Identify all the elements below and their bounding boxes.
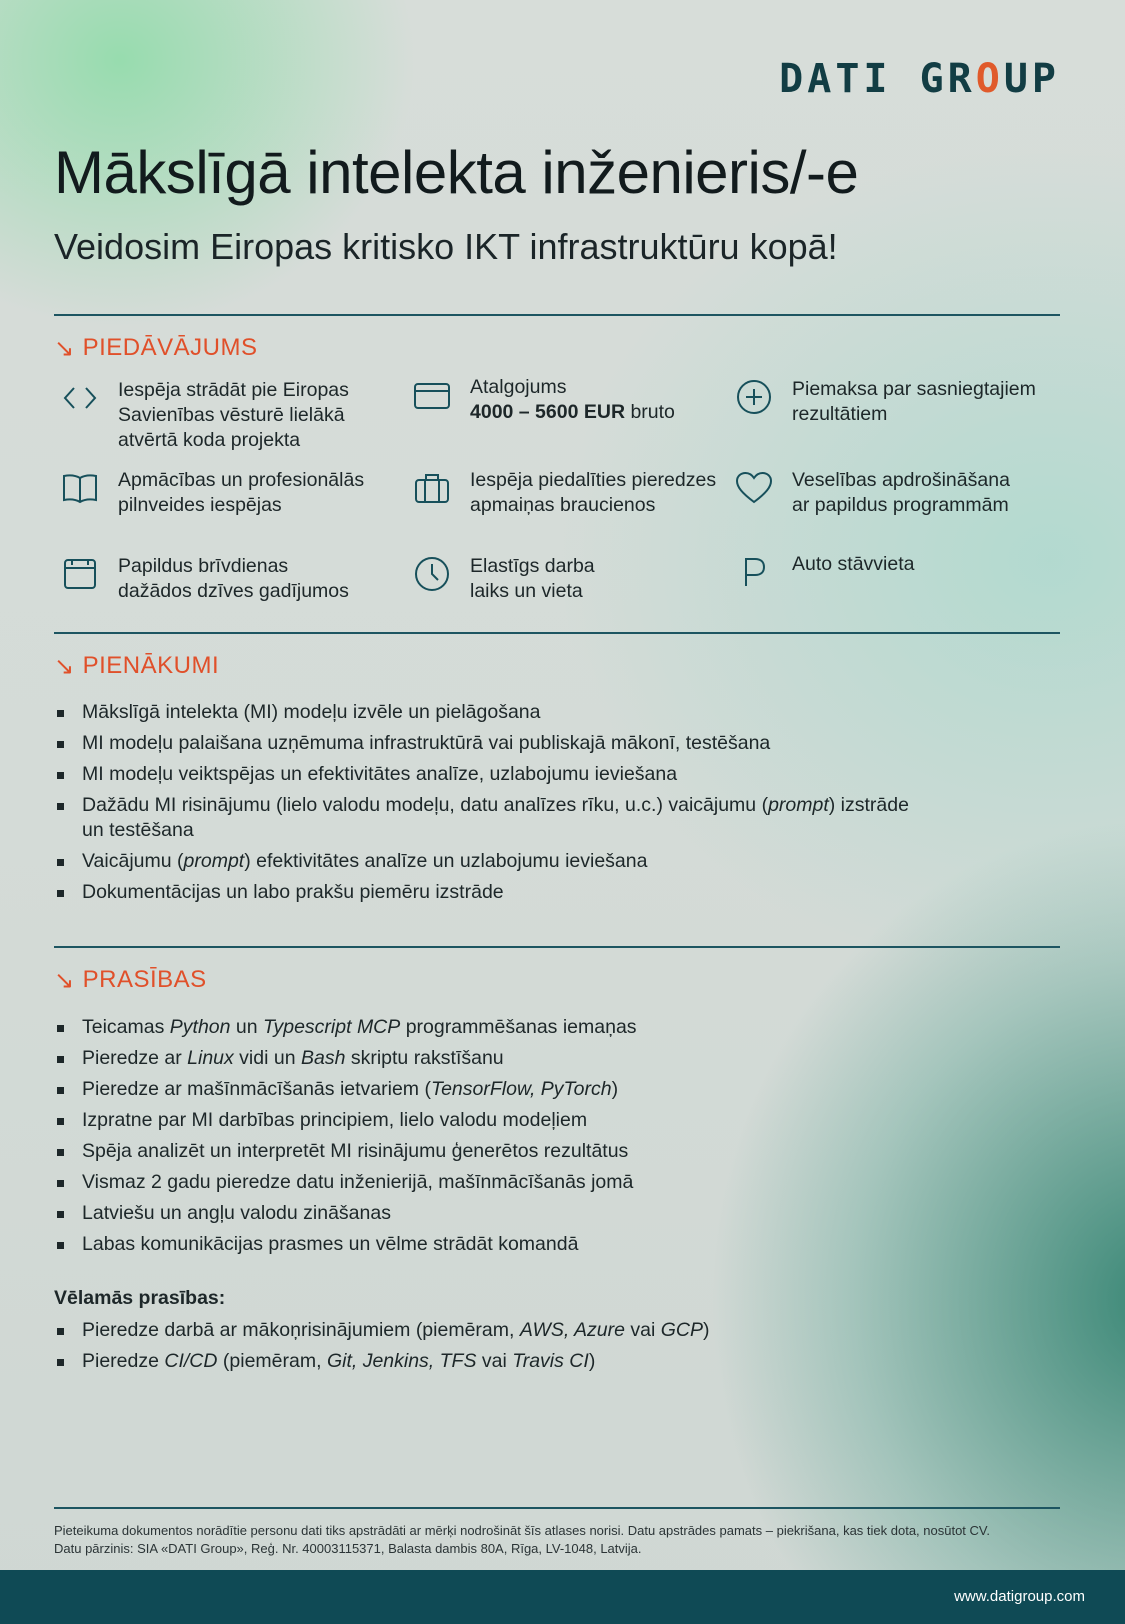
benefit-item: Papildus brīvdienas dažādos dzīves gadījumos [60,554,349,604]
list-item: Pieredze darbā ar mākoņrisinājumiem (piemēram, AWS, Azure vai GCP) [54,1318,1014,1343]
list-item: Mākslīgā intelekta (MI) modeļu izvēle un pielāgošana [54,700,1014,725]
benefit-item [734,552,914,592]
duties-heading: ↘ PIENĀKUMI [54,652,220,680]
list-item: Dokumentācijas un labo prakšu piemēru izstrāde [54,880,1014,905]
footer-bar [0,1570,1125,1624]
list-item: Vismaz 2 gadu pieredze datu inženierijā, mašīnmācīšanās jomā [54,1170,1014,1195]
benefit-item: Iespēja strādāt pie Eiropas Savienības vēsturē lielākā atvērtā koda projekta [60,378,378,453]
suitcase-icon [412,468,452,508]
benefit-item: Apmācības un profesionālās pilnveides iespējas [60,468,364,518]
list-item: Teicamas Python un Typescript MCP programmēšanas iemaņas [54,1015,1014,1040]
divider [54,1507,1060,1509]
benefit-item: Iespēja piedalīties pieredzes apmaiņas braucienos [412,468,716,518]
website-link[interactable]: www.datigroup.com [954,1588,1085,1605]
privacy-disclaimer: Pieteikuma dokumentos norādītie personu dati tiks apstrādāti ar mērķi nodrošināt šīs atlases norisi. Datu apstrādes pamats – piekrišana, kas tiek dota, nosūtot CV. Datu pārzinis: SIA «DATI Group», Reģ. Nr. 40003115371, Balasta dambis 80A, Rīga, LV-1048, Latvija. [54,1523,991,1556]
benefit-text: Elastīgs darba [470,555,595,577]
benefit-text: Iespēja piedalīties pieredzes [470,469,717,491]
divider [54,632,1060,634]
list-item: Vaicājumu (prompt) efektivitātes analīze un uzlabojumu ieviešana [54,849,1014,874]
offer-heading: ↘ PIEDĀVĀJUMS [54,334,258,362]
code-icon [60,378,100,418]
arrow-down-right-icon: ↘ [54,966,75,994]
desired-requirements-heading: Vēlamās prasības: [54,1287,226,1309]
benefit-text: Auto stāvvieta [792,553,915,575]
plus-circle-icon [734,377,774,417]
benefit-text: Atalgojums [470,376,567,398]
list-item: Labas komunikācijas prasmes un vēlme strādāt komandā [54,1232,1014,1257]
list-item: Dažādu MI risinājumu (lielo valodu modeļu, datu analīzes rīku, u.c.) vaicājumu (prompt) izstrāde un testēšana [54,793,1014,843]
heart-icon [734,468,774,508]
benefit-text: Iespēja strādāt pie Eiropas [118,379,349,401]
parking-icon [734,552,774,592]
divider [54,946,1060,948]
subtitle: Veidosim Eiropas kritisko IKT infrastruktūru kopā! [54,226,838,267]
benefit-text: Veselības apdrošināšana [792,469,1010,491]
list-item: Latviešu un angļu valodu zināšanas [54,1201,1014,1226]
divider [54,314,1060,316]
list-item: MI modeļu veiktspējas un efektivitātes analīze, uzlabojumu ieviešana [54,762,1014,787]
clock-icon [412,554,452,594]
benefit-text: Apmācības un profesionālās [118,469,365,491]
list-item: Pieredze ar Linux vidi un Bash skriptu rakstīšanu [54,1046,1014,1071]
list-item: Spēja analizēt un interpretēt MI risinājumu ģenerētos rezultātus [54,1139,1014,1164]
benefit-text: Piemaksa par sasniegtajiem [792,378,1036,400]
benefit-item: Veselības apdrošināšana ar papildus programmām [734,468,1010,518]
dati-group-logo: DATI GROUP [779,56,1060,102]
arrow-down-right-icon: ↘ [54,334,75,362]
page-title: Mākslīgā intelekta inženieris/-e [54,139,859,206]
desired-requirements-list [54,1318,1014,1380]
list-item: Pieredze CI/CD (piemēram, Git, Jenkins, TFS vai Travis CI) [54,1349,1014,1374]
benefit-item: Atalgojums 4000 – 5600 EUR bruto [412,375,675,425]
benefit-text: Papildus brīvdienas [118,555,289,577]
salary-amount: 4000 – 5600 EUR [470,401,626,423]
benefit-item: Piemaksa par sasniegtajiem rezultātiem [734,377,1036,427]
calendar-icon [60,554,100,594]
requirements-list [54,1015,1014,1263]
list-item: MI modeļu palaišana uzņēmuma infrastruktūrā vai publiskajā mākonī, testēšana [54,731,1014,756]
duties-list [54,700,1014,911]
arrow-down-right-icon: ↘ [54,652,75,680]
credit-card-icon [412,375,452,415]
list-item: Izpratne par MI darbības principiem, lielo valodu modeļiem [54,1108,1014,1133]
book-icon [60,468,100,508]
list-item: Pieredze ar mašīnmācīšanās ietvariem (TensorFlow, PyTorch) [54,1077,1014,1102]
benefit-item: Elastīgs darba laiks un vieta [412,554,595,604]
requirements-heading: ↘ PRASĪBAS [54,966,207,994]
